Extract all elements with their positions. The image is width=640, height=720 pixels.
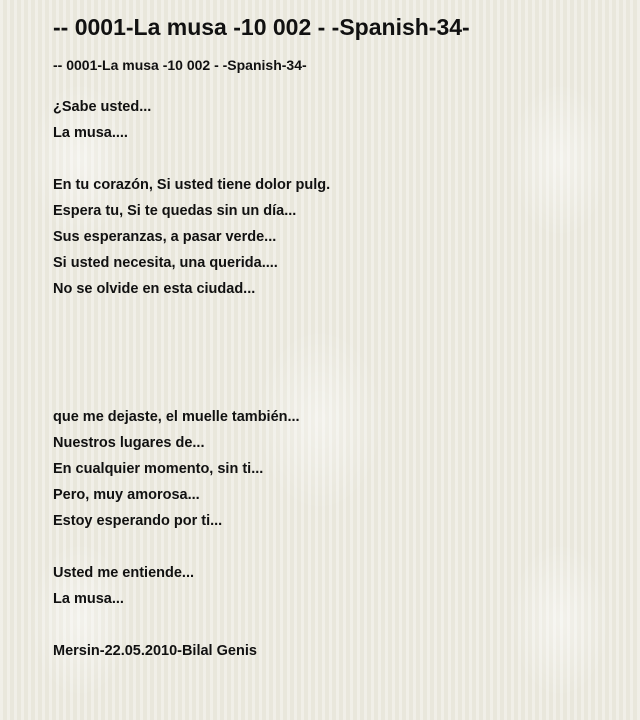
poem-line: Sus esperanzas, a pasar verde... [53,229,277,245]
poem-line: Espera tu, Si te quedas sin un día... [53,203,297,219]
poem-line: En cualquier momento, sin ti... [53,461,264,477]
poem-line: ¿Sabe usted... [53,99,152,115]
poem-line: Estoy esperando por ti... [53,513,223,529]
stanza-1 [53,94,623,146]
poem-line: Pero, muy amorosa... [53,487,200,503]
poem-page [53,12,623,664]
poem-title: -- 0001-La musa -10 002 - -Spanish-34- [53,14,470,40]
stanza-3 [53,404,623,534]
stanza-gap [53,612,623,638]
poem-line: que me dejaste, el muelle también... [53,409,300,425]
stanza-gap [53,302,623,404]
poem-line: Nuestros lugares de... [53,435,205,451]
stanza-4 [53,560,623,612]
poem-line: Si usted necesita, una querida.... [53,255,278,271]
poem-line: La musa.... [53,125,128,141]
signature-line: Mersin-22.05.2010-Bilal Genis [53,643,257,659]
poem-line: En tu corazón, Si usted tiene dolor pulg. [53,177,331,193]
poem-line: La musa... [53,591,124,607]
poem-signature [53,638,623,664]
stanza-2 [53,172,623,302]
stanza-gap [53,146,623,172]
poem-line: No se olvide en esta ciudad... [53,281,256,297]
poem-line: Usted me entiende... [53,565,195,581]
poem-body [53,94,623,664]
stanza-gap [53,534,623,560]
poem-subtitle: -- 0001-La musa -10 002 - -Spanish-34- [53,57,307,73]
